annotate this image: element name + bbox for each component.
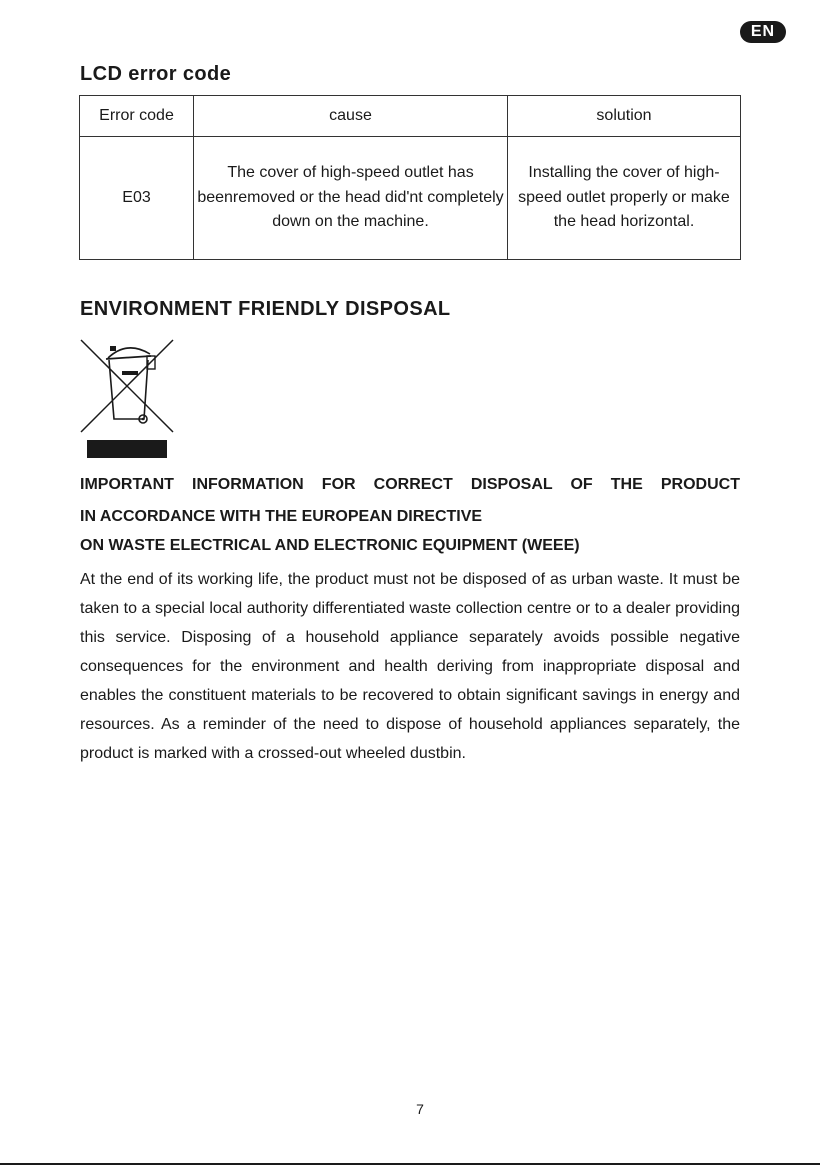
solution-cell: Installing the cover of high-speed outlet properly or make the head horizontal. [508,137,741,260]
weee-heading-line-2: IN ACCORDANCE WITH THE EUROPEAN DIRECTIVE [80,508,483,525]
weee-heading-line-1: IMPORTANT INFORMATION FOR CORRECT DISPOSAL OF THE PRODUCT [80,476,740,493]
header-cause: cause [194,96,508,137]
cause-cell: The cover of high-speed outlet has beenremoved or the head did'nt completely down on the machine. [194,137,508,260]
bottom-divider [0,1163,820,1165]
lcd-error-code-title: LCD error code [80,63,232,85]
disposal-body-text: At the end of its working life, the product must not be disposed of as urban waste. It must be taken to a special local authority differentiated waste collection centre or to a dealer providing this service. Disposing of a household appliance separately avoids possible negative consequences for the environment and health deriving from inappropriate disposal and enables the constituent materials to be recovered to obtain significant savings in energy and resources. As a reminder of the need to dispose of household appliances separately, the product is marked with a crossed-out wheeled dustbin. [80,571,740,762]
header-error-code: Error code [80,96,194,137]
table-header-row [80,96,741,137]
table-row [80,137,741,260]
error-code-cell: E03 [80,137,194,260]
error-code-table [79,95,741,260]
disposal-section-title: ENVIRONMENT FRIENDLY DISPOSAL [80,298,451,320]
page-number: 7 [416,1101,424,1117]
language-badge: EN [740,21,786,43]
header-solution: solution [508,96,741,137]
weee-heading-line-3: ON WASTE ELECTRICAL AND ELECTRONIC EQUIPMENT (WEEE) [80,537,580,554]
crossed-out-wheeled-bin-icon [79,338,175,460]
